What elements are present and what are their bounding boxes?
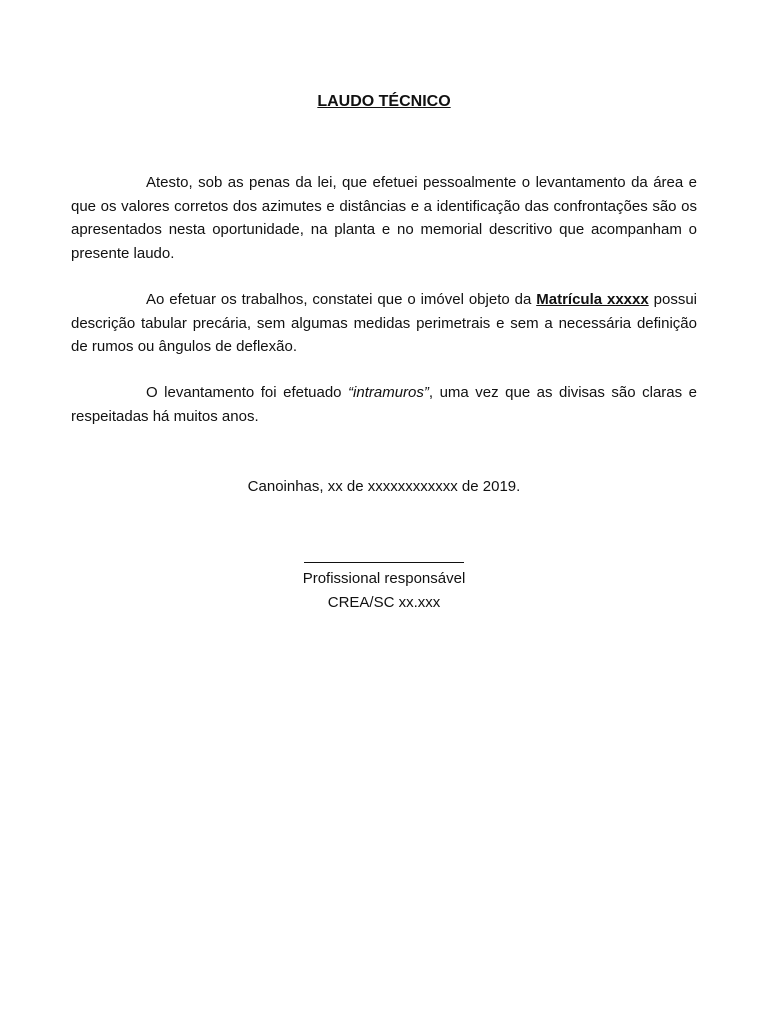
survey-term: “intramuros”: [348, 384, 429, 401]
paragraph-registration-text-after: possui descrição tabular precária, sem algumas medidas perimetrais e sem a necessária definição de rumos ou ângulos de deflexão.: [71, 291, 697, 355]
paragraph-registration: [71, 288, 697, 359]
signature-registration: CREA/SC xx.xxx: [327, 594, 441, 611]
document-title: LAUDO TÉCNICO: [317, 93, 451, 110]
paragraph-declaration: Atesto, sob as penas da lei, que efetuei pessoalmente o levantamento da área e que os valores corretos dos azimutes e distâncias e a identificação das confrontações são os apresentados nesta oportunidade, na planta e no memorial descritivo que acompanham o presente laudo.: [71, 174, 697, 262]
paragraph-survey: [71, 381, 697, 428]
signature-line: [304, 562, 464, 563]
paragraph-registration-text-before: Ao efetuar os trabalhos, constatei que o imóvel objeto da: [146, 291, 537, 308]
paragraph-survey-text-after: , uma vez que as divisas são claras e respeitadas há muitos anos.: [71, 384, 697, 425]
registration-number: Matrícula xxxxx: [536, 291, 649, 308]
place-date: Canoinhas, xx de xxxxxxxxxxxx de 2019.: [247, 478, 521, 495]
signature-name: Profissional responsável: [302, 570, 466, 587]
paragraph-survey-text-before: O levantamento foi efetuado: [146, 384, 349, 401]
